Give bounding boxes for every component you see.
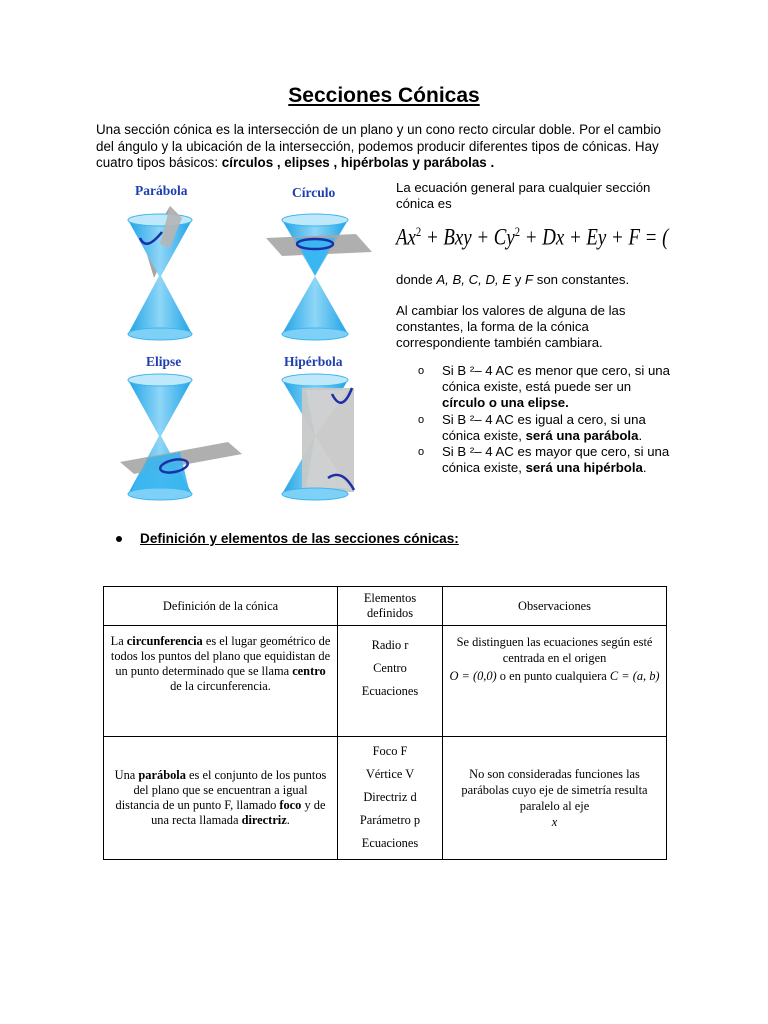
table-row [104, 737, 667, 860]
observations-parabola: No son consideradas funciones las parábolas cuyo eje de simetría resulta paralelo al eje x [443, 737, 667, 860]
definitions-table [103, 586, 667, 860]
hyperbola-cone [282, 374, 354, 500]
definition-parabola: Una parábola es el conjunto de los puntos del plano que se encuentran a igual distancia de un punto F, llamado foco y de una recta llamada directriz. [104, 737, 338, 860]
bullet-dot-icon [116, 536, 122, 542]
elements-parabola: Foco F Vértice V Directriz d Parámetro p Ecuaciones [338, 737, 443, 860]
general-equation-intro: La ecuación general para cualquier sección cónica es [396, 180, 651, 212]
condition-item: o Si B ²– 4 AC es menor que cero, si una cónica existe, está puede ser un círculo o una elipse. [418, 363, 670, 411]
ellipse-cone [120, 374, 242, 500]
parabola-cone [128, 206, 192, 340]
circle-bullet-icon: o [418, 413, 425, 426]
label-hiperbola: Hipérbola [284, 354, 343, 369]
condition-item: o Si B ²– 4 AC es mayor que cero, si una cónica existe, será una hipérbola. [418, 444, 670, 476]
intro-text: Una sección cónica es la intersección de un plano y un cono recto circular doble. Por el cambio del ángulo y la ubicación de la intersección, podemos producir diferentes tipos de cónicas. Hay cuatro tipos básicos: [96, 122, 661, 170]
table-row [104, 626, 667, 737]
elements-circunferencia: Radio r Centro Ecuaciones [338, 626, 443, 737]
condition-item: o Si B ²– 4 AC es igual a cero, si una cónica existe, será una parábola. [418, 411, 646, 443]
conic-sections-figure [110, 178, 380, 508]
header-elements: Elementos definidos [338, 587, 443, 626]
intro-paragraph [96, 122, 668, 172]
constants-line: donde A, B, C, D, E y F son constantes. [396, 272, 630, 287]
conic-sections-illustration [110, 178, 380, 508]
label-circulo: Círculo [292, 185, 336, 200]
label-elipse: Elipse [146, 354, 182, 369]
section-heading: Definición y elementos de las secciones cónicas: [116, 531, 459, 546]
table-header-row [104, 587, 667, 626]
circle-bullet-icon: o [418, 365, 425, 377]
condition-list [418, 363, 672, 476]
change-paragraph: Al cambiar los valores de alguna de las constantes, la forma de la cónica correspondiente también cambiara. [396, 303, 626, 351]
general-equation: $Ax^2$ + Bxy + $Cy^2 + Dx + Ey + F$ = ( [396, 224, 669, 250]
header-observations: Observaciones [443, 587, 667, 626]
label-parabola: Parábola [135, 183, 188, 198]
header-definition: Definición de la cónica [104, 587, 338, 626]
definition-circunferencia: La circunferencia es el lugar geométrico de todos los puntos del plano que equidistan de un punto determinado que se llama centro de la circunferencia. [104, 626, 338, 737]
observations-circunferencia: Se distinguen las ecuaciones según esté centrada en el origen O = (0,0) o en punto cualquiera C = (a, b) [443, 626, 667, 737]
page-title: Secciones Cónicas [288, 84, 480, 107]
circle-cone [266, 214, 372, 340]
circle-bullet-icon: o [418, 446, 425, 459]
intro-types: círculos , elipses , hipérbolas y parábolas . [221, 155, 495, 170]
